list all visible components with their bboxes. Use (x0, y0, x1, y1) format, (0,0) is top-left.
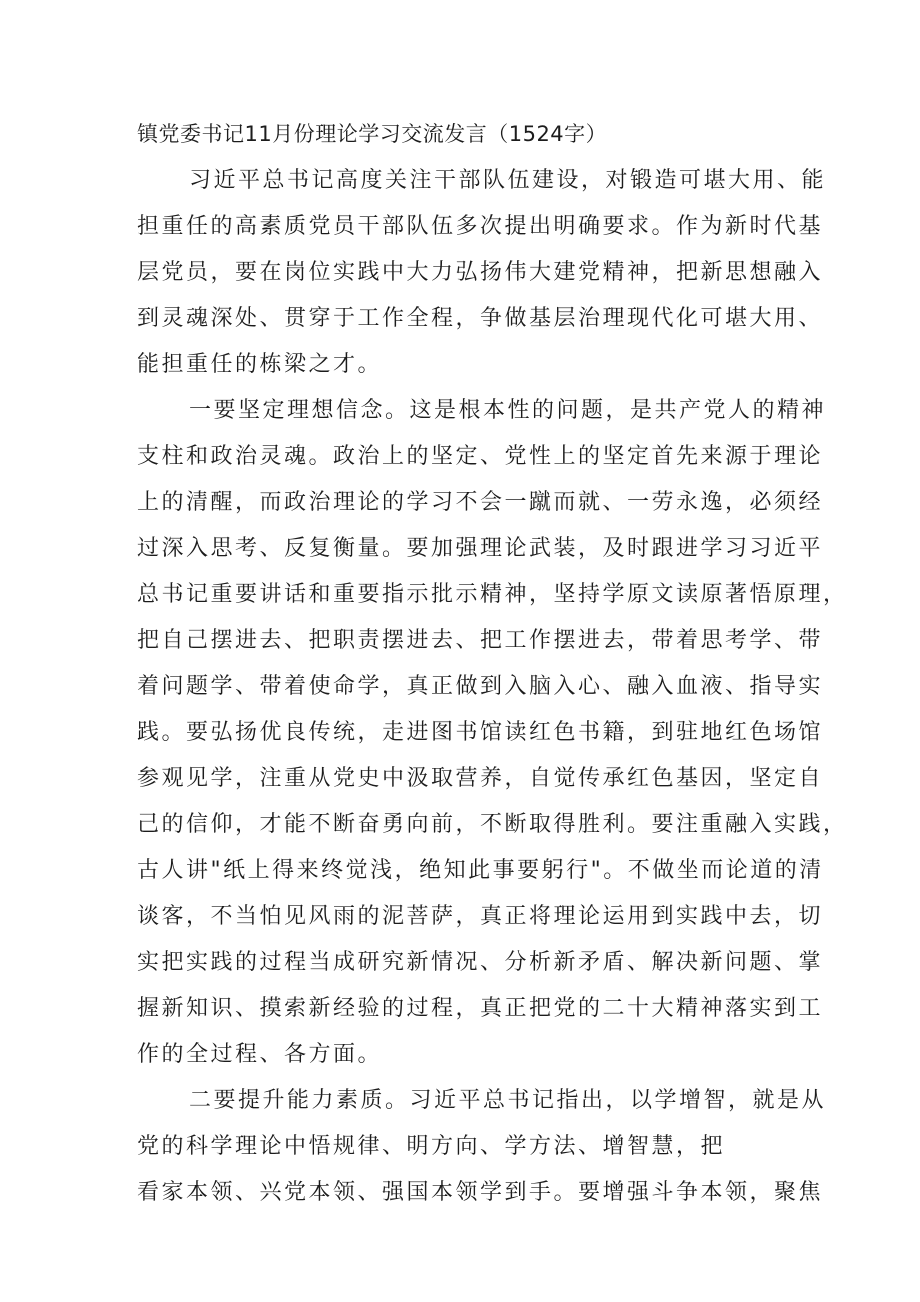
text-line: 支柱和政治灵魂。政治上的坚定、党性上的坚定首先来源于理论 (137, 444, 824, 469)
text-line: 党的科学理论中悟规律、明方向、学方法、增智慧，把 (137, 1134, 726, 1159)
text-line: 己的信仰，才能不断奋勇向前，不断取得胜利。要注重融入实践， (137, 812, 848, 837)
text-line: 过深入思考、反复衡量。要加强理论武装，及时跟进学习习近平 (137, 536, 824, 561)
text-line: 握新知识、摸索新经验的过程，真正把党的二十大精神落实到工 (137, 996, 824, 1021)
text-line: 谈客，不当怕见风雨的泥菩萨，真正将理论运用到实践中去，切 (137, 904, 824, 929)
text-line: 参观见学，注重从党史中汲取营养，自觉传承红色基因，坚定自 (137, 766, 824, 791)
text-line: 上的清醒，而政治理论的学习不会一蹴而就、一劳永逸，必须经 (137, 490, 824, 515)
text-line: 担重任的高素质党员干部队伍多次提出明确要求。作为新时代基 (137, 214, 824, 239)
text-line: 二要提升能力素质。习近平总书记指出，以学增智，就是从 (189, 1088, 827, 1113)
text-line: 总书记重要讲话和重要指示批示精神，坚持学原文读原著悟原理， (137, 582, 848, 607)
text-line: 一要坚定理想信念。这是根本性的问题，是共产党人的精神 (189, 398, 827, 423)
text-line: 作的全过程、各方面。 (137, 1042, 383, 1067)
text-line: 着问题学、带着使命学，真正做到入脑入心、融入血液、指导实 (137, 674, 824, 699)
text-line: 看家本领、兴党本领、强国本领学到手。要增强斗争本领，聚焦 (137, 1180, 824, 1205)
text-line: 践。要弘扬优良传统，走进图书馆读红色书籍，到驻地红色场馆 (137, 720, 824, 745)
text-line: 古人讲"纸上得来终觉浅，绝知此事要躬行"。不做坐而论道的清 (137, 858, 824, 883)
text-line: 到灵魂深处、贯穿于工作全程，争做基层治理现代化可堪大用、 (137, 306, 824, 331)
text-line: 能担重任的栋梁之才。 (137, 352, 383, 377)
document-title: 镇党委书记11月份理论学习交流发言（1524字） (137, 122, 608, 146)
text-line: 实把实践的过程当成研究新情况、分析新矛盾、解决新问题、掌 (137, 950, 824, 975)
text-line: 习近平总书记高度关注干部队伍建设，对锻造可堪大用、能 (189, 168, 827, 193)
text-line: 层党员，要在岗位实践中大力弘扬伟大建党精神，把新思想融入 (137, 260, 824, 285)
text-line: 把自己摆进去、把职责摆进去、把工作摆进去，带着思考学、带 (137, 628, 824, 653)
